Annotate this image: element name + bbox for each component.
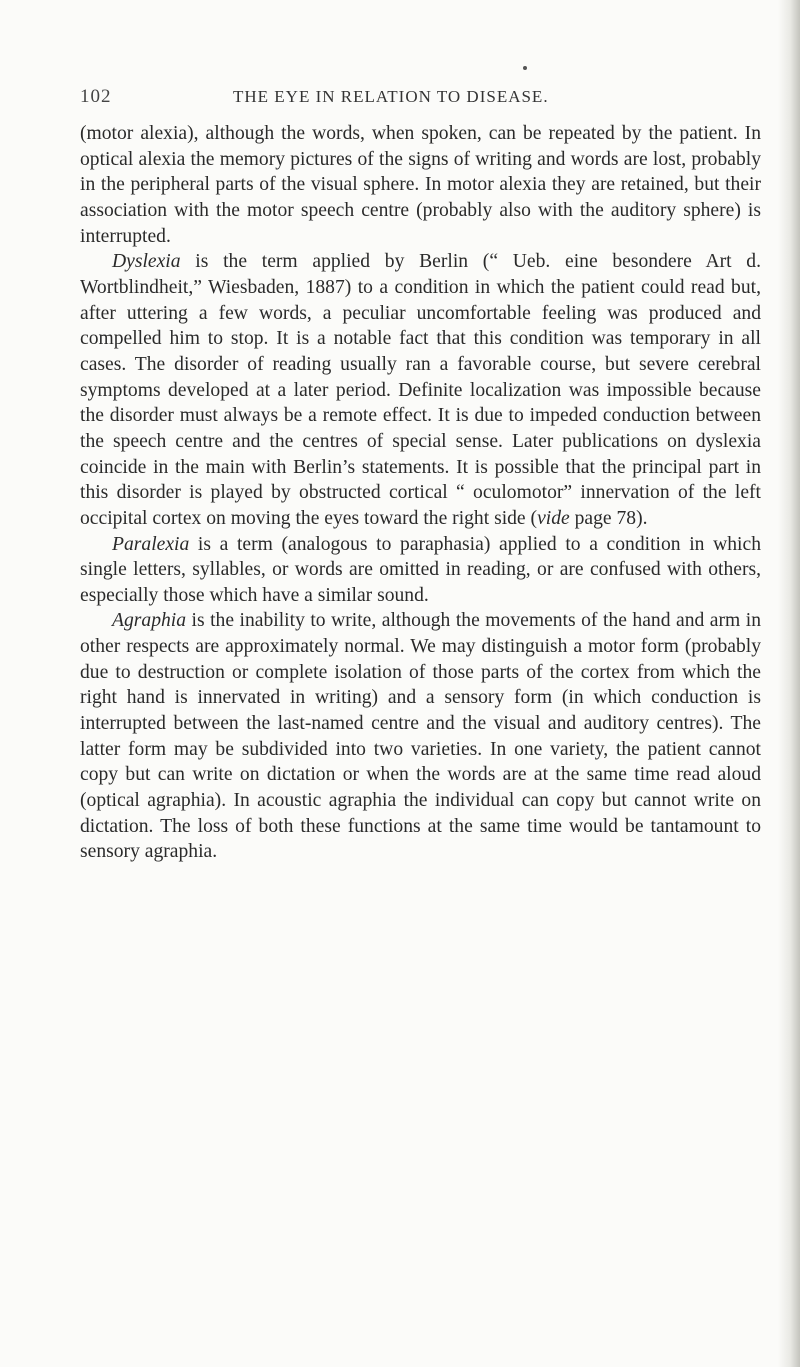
paragraph-text: is the inability to write, although the movements of the hand and arm in other respects are approximately normal. We may distinguish a motor form (probably due to destruction or complete isolation of those parts of the cortex from which the right hand is innervated in writing) and a sensory form (in which conduction is interrupted between the last-named centre and the visual and auditory centres). The latter form may be subdivided into two varieties. In one variety, the patient cannot copy but can write on dictation or when the words are at the same time read aloud (optical agraphia). In acoustic agraphia the individual can copy but cannot write on dictation. The loss of both these functions at the same time would be tantamount to sensory agraphia. [80,610,761,863]
paragraph-continuation [80,121,761,249]
paragraph-agraphia [80,608,761,865]
term-dyslexia: Dyslexia [112,251,181,273]
paragraph-text-tail: page 78). [569,507,648,529]
paragraph-text: is the term applied by Berlin (“ Ueb. eine besondere Art d. Wortblindheit,” Wiesbaden, 1887) to a condition in which the patient could read but, after uttering a few words, a peculiar uncomfortable feeling was produced and compelled him to stop. It is a notable fact that this condition was temporary in all cases. The disorder of reading usually ran a favorable course, but severe cerebral symptoms developed at a later period. Definite localization was impossible because the disorder must always be a remote effect. It is due to impeded conduction between the speech centre and the centres of special sense. Later publications on dyslexia coincide in the main with Berlin’s statements. It is possible that the principal part in this disorder is played by obstructed cortical “ oculomotor” innervation of the left occipital cortex on moving the eyes toward the right side ( [80,251,761,529]
running-title: THE EYE IN RELATION TO DISEASE. [233,87,549,106]
print-speck [523,66,527,70]
page-number: 102 [80,86,112,107]
cross-reference-vide: vide [537,507,570,529]
term-agraphia: Agraphia [112,610,187,632]
body-text [80,121,761,865]
paragraph-text: is a term (analogous to paraphasia) applied to a condition in which single letters, syllables, or words are omitted in reading, or are confused with others, especially those which have a similar sound. [80,533,761,606]
page-header [80,86,760,112]
term-paralexia: Paralexia [112,533,190,555]
paragraph-paralexia [80,532,761,609]
page-edge-shadow [778,0,800,1367]
paragraph-dyslexia [80,249,761,531]
paragraph-text: (motor alexia), although the words, when spoken, can be repeated by the patient. In optical alexia the memory pictures of the signs of writing and words are lost, probably in the peripheral parts of the visual sphere. In motor alexia they are retained, but their association with the motor speech centre (probably also with the auditory sphere) is interrupted. [80,123,761,247]
